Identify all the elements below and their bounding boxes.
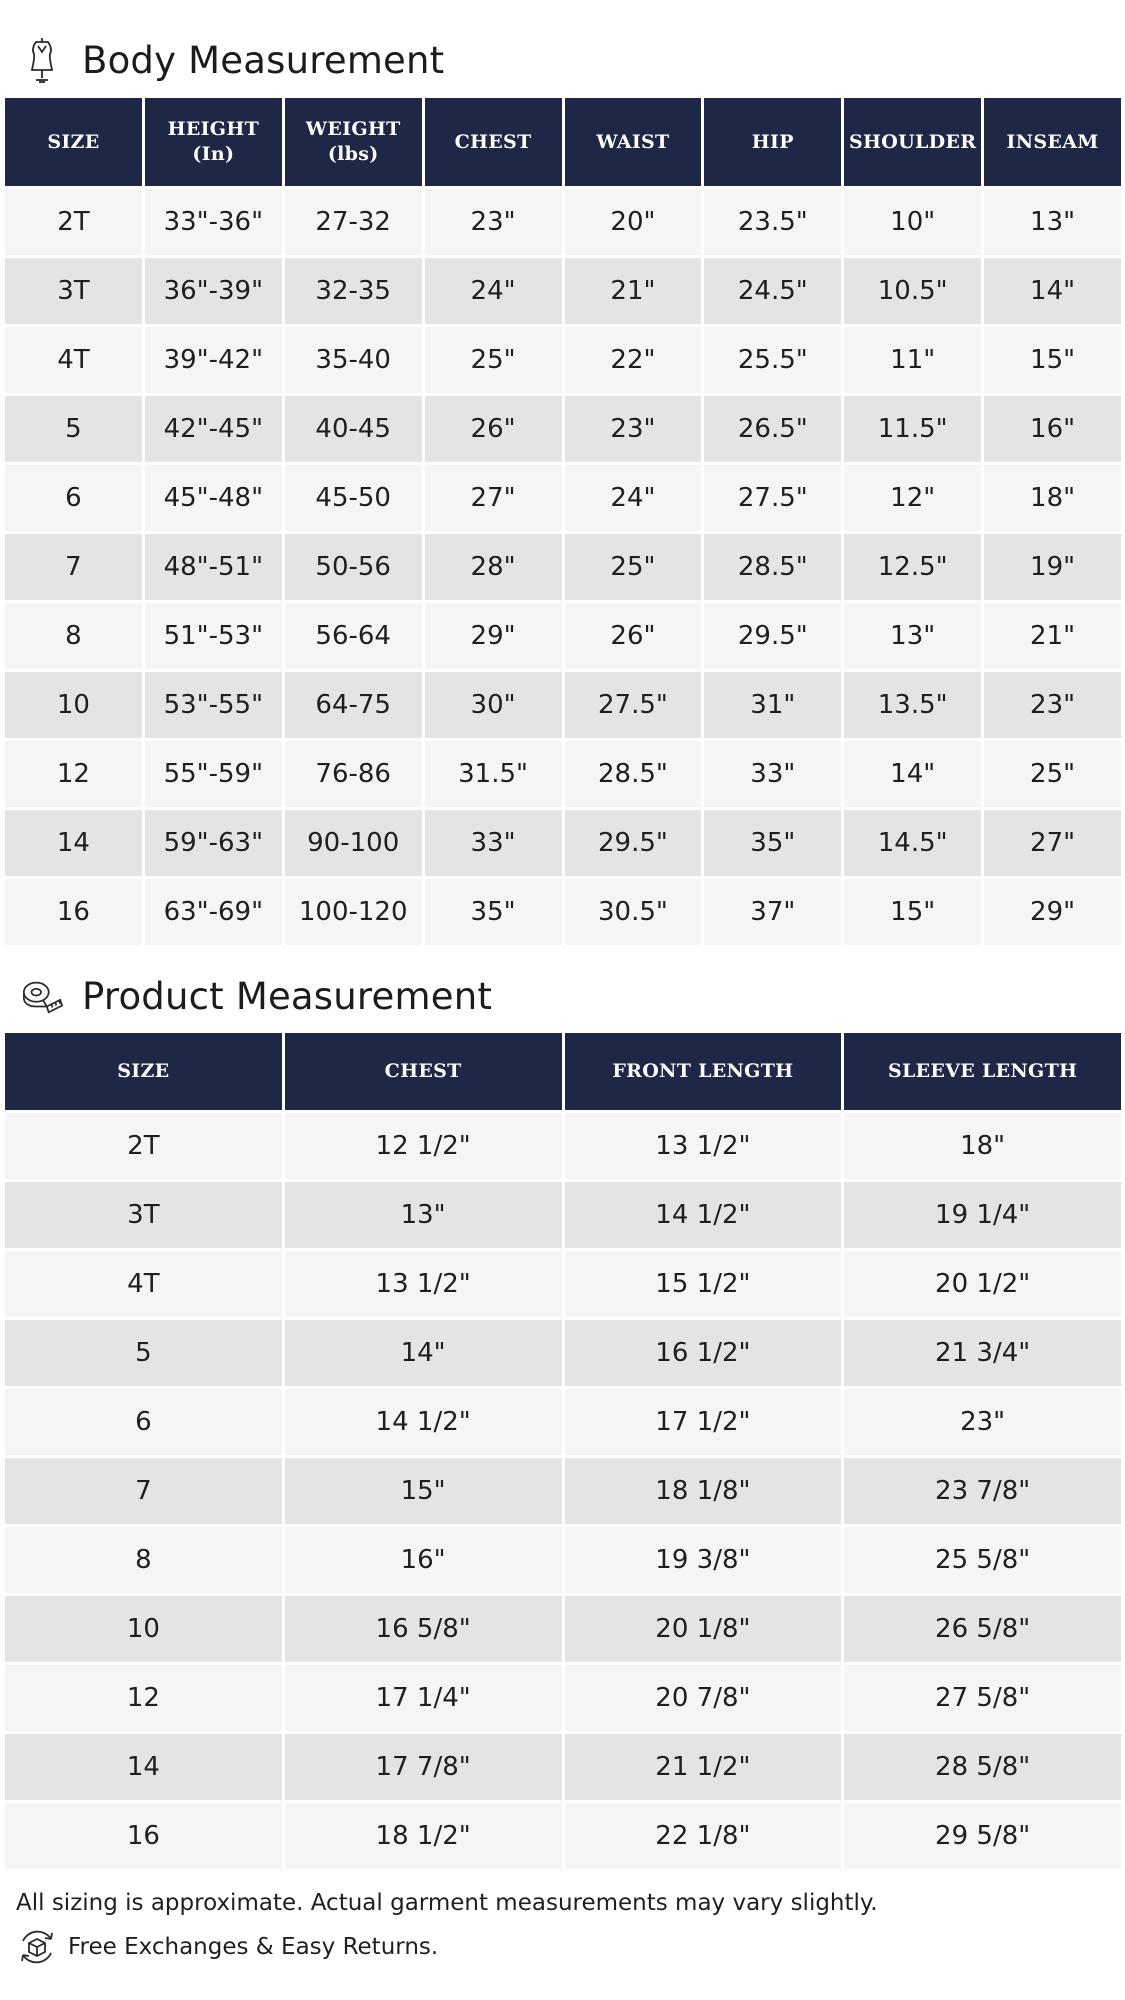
- table-cell: 15": [285, 1458, 562, 1524]
- table-cell: 2T: [5, 1113, 282, 1179]
- table-cell: 26": [425, 396, 562, 462]
- table-cell: 90-100: [285, 810, 422, 876]
- table-cell: 15 1/2": [565, 1251, 842, 1317]
- table-cell: 22 1/8": [565, 1803, 842, 1869]
- table-cell: 4T: [5, 1251, 282, 1317]
- table-cell: 32-35: [285, 258, 422, 324]
- table-row: [5, 1113, 1121, 1179]
- product-measurement-table: [2, 1030, 1124, 1872]
- table-cell: 64-75: [285, 672, 422, 738]
- table-cell: 23": [425, 189, 562, 255]
- table-cell: 5: [5, 1320, 282, 1386]
- table-cell: 20": [565, 189, 702, 255]
- table-cell: 59"-63": [145, 810, 282, 876]
- table-cell: 16 5/8": [285, 1596, 562, 1662]
- table-cell: 12: [5, 1665, 282, 1731]
- table-cell: 6: [5, 1389, 282, 1455]
- table-cell: 24": [425, 258, 562, 324]
- table-cell: 23": [844, 1389, 1121, 1455]
- table-cell: 48"-51": [145, 534, 282, 600]
- column-header: WEIGHT (lbs): [285, 98, 422, 186]
- table-row: [5, 396, 1121, 462]
- table-cell: 56-64: [285, 603, 422, 669]
- table-cell: 14.5": [844, 810, 981, 876]
- column-header: HEIGHT (In): [145, 98, 282, 186]
- table-cell: 11": [844, 327, 981, 393]
- table-cell: 14: [5, 1734, 282, 1800]
- table-cell: 17 7/8": [285, 1734, 562, 1800]
- table-cell: 31.5": [425, 741, 562, 807]
- table-header-row: [5, 98, 1121, 186]
- table-cell: 7: [5, 534, 142, 600]
- table-row: [5, 1734, 1121, 1800]
- table-cell: 13 1/2": [285, 1251, 562, 1317]
- table-cell: 12": [844, 465, 981, 531]
- table-cell: 13.5": [844, 672, 981, 738]
- table-cell: 8: [5, 603, 142, 669]
- table-cell: 17 1/2": [565, 1389, 842, 1455]
- table-row: [5, 1251, 1121, 1317]
- table-row: [5, 603, 1121, 669]
- table-row: [5, 534, 1121, 600]
- column-header: SHOULDER: [844, 98, 981, 186]
- table-cell: 21": [984, 603, 1121, 669]
- table-cell: 24.5": [704, 258, 841, 324]
- table-cell: 25": [565, 534, 702, 600]
- table-cell: 33": [704, 741, 841, 807]
- table-cell: 18": [984, 465, 1121, 531]
- returns-text: Free Exchanges & Easy Returns.: [68, 1934, 439, 1960]
- table-cell: 15": [844, 879, 981, 945]
- table-cell: 6: [5, 465, 142, 531]
- table-cell: 16: [5, 879, 142, 945]
- table-cell: 19 1/4": [844, 1182, 1121, 1248]
- column-header: WAIST: [565, 98, 702, 186]
- table-cell: 36"-39": [145, 258, 282, 324]
- table-cell: 16: [5, 1803, 282, 1869]
- table-cell: 27.5": [704, 465, 841, 531]
- table-row: [5, 879, 1121, 945]
- section-title: Product Measurement: [82, 974, 493, 1018]
- table-cell: 13 1/2": [565, 1113, 842, 1179]
- table-cell: 14": [285, 1320, 562, 1386]
- table-cell: 30": [425, 672, 562, 738]
- table-cell: 23": [565, 396, 702, 462]
- table-cell: 27": [984, 810, 1121, 876]
- table-cell: 13": [984, 189, 1121, 255]
- table-header-row: [5, 1033, 1121, 1110]
- table-cell: 22": [565, 327, 702, 393]
- table-cell: 14": [984, 258, 1121, 324]
- table-cell: 51"-53": [145, 603, 282, 669]
- table-cell: 50-56: [285, 534, 422, 600]
- table-row: [5, 810, 1121, 876]
- body-measurement-table: [2, 95, 1124, 948]
- table-cell: 20 1/8": [565, 1596, 842, 1662]
- table-row: [5, 327, 1121, 393]
- return-box-icon: [16, 1926, 58, 1968]
- table-cell: 10.5": [844, 258, 981, 324]
- sizing-note: All sizing is approximate. Actual garment measurements may vary slightly.: [16, 1890, 878, 1916]
- table-row: [5, 189, 1121, 255]
- table-cell: 29 5/8": [844, 1803, 1121, 1869]
- table-row: [5, 1665, 1121, 1731]
- table-row: [5, 1803, 1121, 1869]
- table-row: [5, 741, 1121, 807]
- table-cell: 35-40: [285, 327, 422, 393]
- table-cell: 11.5": [844, 396, 981, 462]
- table-cell: 45"-48": [145, 465, 282, 531]
- table-cell: 29.5": [704, 603, 841, 669]
- table-cell: 12.5": [844, 534, 981, 600]
- table-cell: 26 5/8": [844, 1596, 1121, 1662]
- table-cell: 24": [565, 465, 702, 531]
- table-cell: 25 5/8": [844, 1527, 1121, 1593]
- table-cell: 19": [984, 534, 1121, 600]
- table-cell: 18 1/2": [285, 1803, 562, 1869]
- table-row: [5, 465, 1121, 531]
- table-cell: 8: [5, 1527, 282, 1593]
- table-cell: 7: [5, 1458, 282, 1524]
- table-cell: 26": [565, 603, 702, 669]
- table-cell: 28 5/8": [844, 1734, 1121, 1800]
- table-cell: 53"-55": [145, 672, 282, 738]
- table-cell: 33"-36": [145, 189, 282, 255]
- column-header: CHEST: [285, 1033, 562, 1110]
- column-header: HIP: [704, 98, 841, 186]
- table-cell: 29.5": [565, 810, 702, 876]
- table-cell: 28.5": [704, 534, 841, 600]
- dress-form-icon: [20, 34, 64, 86]
- table-cell: 27.5": [565, 672, 702, 738]
- table-cell: 25": [425, 327, 562, 393]
- table-cell: 76-86: [285, 741, 422, 807]
- table-cell: 26.5": [704, 396, 841, 462]
- table-cell: 15": [984, 327, 1121, 393]
- table-cell: 23.5": [704, 189, 841, 255]
- table-row: [5, 672, 1121, 738]
- table-cell: 3T: [5, 1182, 282, 1248]
- column-header: SIZE: [5, 1033, 282, 1110]
- table-cell: 21 3/4": [844, 1320, 1121, 1386]
- table-cell: 3T: [5, 258, 142, 324]
- table-cell: 55"-59": [145, 741, 282, 807]
- table-cell: 29": [984, 879, 1121, 945]
- table-cell: 20 1/2": [844, 1251, 1121, 1317]
- table-cell: 33": [425, 810, 562, 876]
- table-cell: 45-50: [285, 465, 422, 531]
- measuring-tape-icon: [20, 970, 64, 1022]
- table-cell: 23": [984, 672, 1121, 738]
- table-cell: 16": [285, 1527, 562, 1593]
- table-cell: 63"-69": [145, 879, 282, 945]
- table-row: [5, 258, 1121, 324]
- table-cell: 4T: [5, 327, 142, 393]
- table-cell: 19 3/8": [565, 1527, 842, 1593]
- table-cell: 14 1/2": [565, 1182, 842, 1248]
- table-cell: 27 5/8": [844, 1665, 1121, 1731]
- table-cell: 14": [844, 741, 981, 807]
- column-header: FRONT LENGTH: [565, 1033, 842, 1110]
- table-cell: 14: [5, 810, 142, 876]
- table-row: [5, 1596, 1121, 1662]
- column-header: SLEEVE LENGTH: [844, 1033, 1121, 1110]
- table-cell: 30.5": [565, 879, 702, 945]
- column-header: INSEAM: [984, 98, 1121, 186]
- table-cell: 5: [5, 396, 142, 462]
- table-cell: 10": [844, 189, 981, 255]
- table-cell: 13": [285, 1182, 562, 1248]
- column-header: SIZE: [5, 98, 142, 186]
- table-cell: 40-45: [285, 396, 422, 462]
- product-measurement-heading: [0, 970, 1125, 1022]
- table-cell: 21": [565, 258, 702, 324]
- table-cell: 25": [984, 741, 1121, 807]
- table-cell: 13": [844, 603, 981, 669]
- column-header: CHEST: [425, 98, 562, 186]
- table-cell: 21 1/2": [565, 1734, 842, 1800]
- table-cell: 29": [425, 603, 562, 669]
- table-cell: 35": [425, 879, 562, 945]
- table-row: [5, 1182, 1121, 1248]
- table-cell: 12: [5, 741, 142, 807]
- table-cell: 18": [844, 1113, 1121, 1179]
- body-measurement-heading: [0, 34, 1125, 86]
- table-row: [5, 1458, 1121, 1524]
- table-cell: 2T: [5, 189, 142, 255]
- table-cell: 28": [425, 534, 562, 600]
- table-cell: 35": [704, 810, 841, 876]
- table-cell: 28.5": [565, 741, 702, 807]
- table-cell: 31": [704, 672, 841, 738]
- table-cell: 37": [704, 879, 841, 945]
- table-cell: 18 1/8": [565, 1458, 842, 1524]
- table-cell: 39"-42": [145, 327, 282, 393]
- table-cell: 20 7/8": [565, 1665, 842, 1731]
- table-cell: 17 1/4": [285, 1665, 562, 1731]
- table-cell: 10: [5, 672, 142, 738]
- table-cell: 12 1/2": [285, 1113, 562, 1179]
- table-cell: 42"-45": [145, 396, 282, 462]
- table-cell: 27-32: [285, 189, 422, 255]
- table-row: [5, 1389, 1121, 1455]
- table-cell: 10: [5, 1596, 282, 1662]
- table-cell: 27": [425, 465, 562, 531]
- table-cell: 100-120: [285, 879, 422, 945]
- table-cell: 16 1/2": [565, 1320, 842, 1386]
- returns-info: [16, 1926, 438, 1968]
- table-row: [5, 1320, 1121, 1386]
- table-cell: 23 7/8": [844, 1458, 1121, 1524]
- section-title: Body Measurement: [82, 38, 445, 82]
- table-cell: 25.5": [704, 327, 841, 393]
- table-cell: 14 1/2": [285, 1389, 562, 1455]
- table-row: [5, 1527, 1121, 1593]
- table-cell: 16": [984, 396, 1121, 462]
